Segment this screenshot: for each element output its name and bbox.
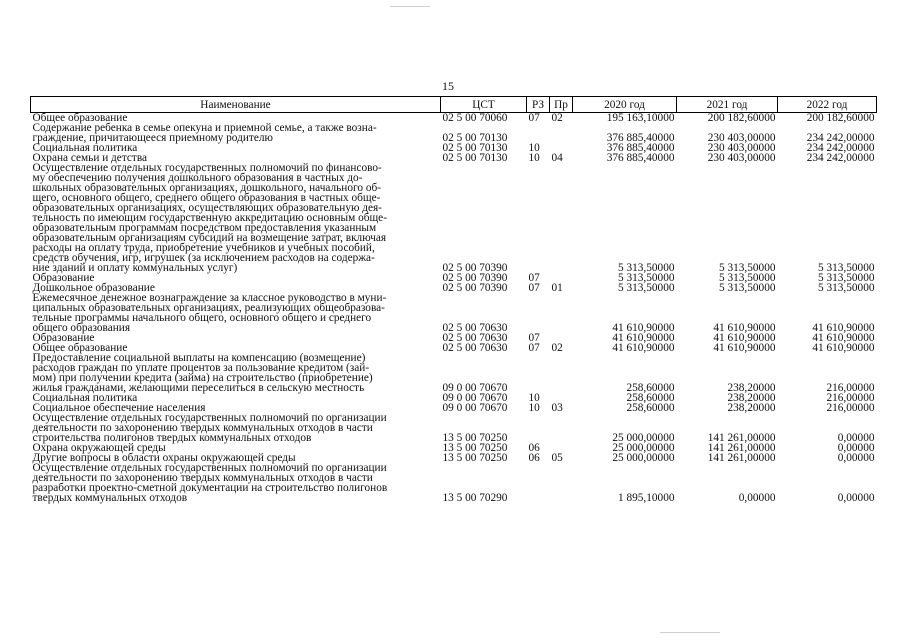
scan-artifact-top (390, 6, 430, 7)
row-pr (550, 463, 573, 503)
row-rz (527, 413, 550, 443)
row-2021: 238,20000 (727, 392, 776, 404)
row-2020: 41 610,90000 (612, 332, 675, 344)
row-name-line: мом) при получении кредита (займа) на строительство (приобретение) (32, 372, 373, 384)
row-cst: 02 5 00 70390 (442, 262, 508, 274)
row-name-line: ципальных образовательных организациях, реализующих общеобразова- (32, 302, 385, 314)
row-cst: 02 5 00 70130 (442, 152, 508, 164)
row-cst: 02 5 00 70390 (442, 272, 508, 284)
table-row (31, 413, 877, 443)
row-2021: 238,20000 (727, 382, 776, 394)
row-2020: 258,60000 (626, 402, 675, 414)
row-name-line: Предоставление социальной выплаты на компенсацию (возмещение) (32, 352, 366, 364)
row-2021: 238,20000 (727, 402, 776, 414)
row-name-line: деятельности по захоронению твердых коммунальных отходов в части (32, 472, 373, 484)
row-cst: 09 0 00 70670 (442, 392, 508, 404)
row-pr: 02 (551, 112, 563, 124)
table-row (31, 123, 877, 143)
row-2021: 230 403,00000 (707, 142, 776, 154)
row-2020: 376 885,40000 (606, 142, 675, 154)
header-rz: РЗ (527, 97, 550, 113)
row-rz: 10 (528, 152, 540, 164)
row-2022: 41 610,90000 (812, 342, 875, 354)
row-name-line: Социальная политика (32, 142, 138, 154)
row-name-line: образовательным программам посредством предоставления указанным (32, 222, 377, 234)
row-2021: 200 182,60000 (707, 112, 776, 124)
row-name-line: средств обучения, игр, игрушек (за исключением расходов на содержа- (32, 252, 375, 264)
row-rz: 07 (528, 332, 540, 344)
row-name (31, 413, 441, 443)
header-2020: 2020 год (573, 97, 677, 113)
row-2022: 41 610,90000 (812, 332, 875, 344)
row-name-line: образовательным организациям субсидий на возмещение затрат, включая (32, 232, 387, 244)
row-rz: 10 (528, 142, 540, 154)
row-pr: 02 (551, 342, 563, 354)
row-2020: 41 610,90000 (612, 322, 675, 334)
row-name-line: Охрана семьи и детства (32, 152, 148, 164)
row-name-line: Другие вопросы в области охраны окружающей среды (32, 452, 296, 464)
row-name-line: разработки проектно-сметной документации на строительство полигонов (32, 482, 388, 494)
row-rz (527, 123, 550, 143)
row-2020: 25 000,00000 (612, 442, 675, 454)
row-name-line: Социальная политика (32, 392, 138, 404)
row-pr: 04 (551, 152, 563, 164)
row-pr: 05 (551, 452, 563, 464)
row-2022: 0,00000 (837, 452, 875, 464)
row-2021: 5 313,50000 (719, 272, 776, 284)
row-name (31, 293, 441, 333)
header-cst: ЦСТ (441, 97, 527, 113)
row-2020: 25 000,00000 (612, 452, 675, 464)
row-name-line: деятельности по захоронению твердых коммунальных отходов в части (32, 422, 373, 434)
header-name: Наименование (31, 97, 441, 113)
row-rz: 07 (528, 282, 540, 294)
row-name-line: ние зданий и оплату коммунальных услуг) (32, 262, 238, 274)
row-pr: 01 (551, 282, 563, 294)
table-row (31, 353, 877, 393)
row-pr: 03 (551, 402, 563, 414)
row-name-line: Общее образование (32, 112, 128, 124)
row-2022: 5 313,50000 (818, 272, 875, 284)
header-2022: 2022 год (778, 97, 877, 113)
row-2020: 258,60000 (626, 392, 675, 404)
header-pr: Пр (550, 97, 573, 113)
row-rz: 07 (528, 272, 540, 284)
row-name-line: Ежемесячное денежное вознаграждение за классное руководство в муни- (32, 292, 387, 304)
row-name-line: расходы на оплату труда, приобретение учебников и учебных пособий, (32, 242, 375, 254)
row-2022: 5 313,50000 (818, 262, 875, 274)
row-2020: 376 885,40000 (606, 132, 675, 144)
row-pr (550, 123, 573, 143)
row-cst: 13 5 00 70250 (442, 452, 508, 464)
row-2020: 5 313,50000 (618, 282, 675, 294)
row-cst: 09 0 00 70670 (442, 382, 508, 394)
row-name-line: школьных образовательных организациях, дошкольного, начального об- (32, 182, 381, 194)
row-2022: 234 242,00000 (806, 142, 875, 154)
row-name-line: твердых коммунальных отходов (32, 492, 188, 504)
row-2021: 0,00000 (738, 492, 776, 504)
row-rz: 06 (528, 442, 540, 454)
row-cst: 13 5 00 70290 (442, 492, 508, 504)
row-name-line: Осуществление отдельных государственных полномочий по организации (32, 462, 387, 474)
row-2021: 5 313,50000 (719, 282, 776, 294)
row-2021: 141 261,00000 (707, 452, 776, 464)
header-2021: 2021 год (677, 97, 778, 113)
row-2022: 5 313,50000 (818, 282, 875, 294)
row-2022: 200 182,60000 (806, 112, 875, 124)
row-2021: 230 403,00000 (707, 132, 776, 144)
table-row (31, 463, 877, 503)
row-2021: 230 403,00000 (707, 152, 776, 164)
row-name-line: Содержание ребенка в семье опекуна и приемной семье, а также возна- (32, 122, 377, 134)
row-2020: 25 000,00000 (612, 432, 675, 444)
row-name-line: тельность по имеющим государственную аккредитацию основным обще- (32, 212, 387, 224)
row-rz (527, 163, 550, 273)
row-pr (550, 413, 573, 443)
row-2020: 258,60000 (626, 382, 675, 394)
row-2021: 141 261,00000 (707, 432, 776, 444)
row-pr (550, 163, 573, 273)
row-cst: 09 0 00 70670 (442, 402, 508, 414)
row-rz (527, 353, 550, 393)
row-2022: 41 610,90000 (812, 322, 875, 334)
row-2021: 141 261,00000 (707, 442, 776, 454)
row-rz: 06 (528, 452, 540, 464)
row-2020: 41 610,90000 (612, 342, 675, 354)
row-name-line: щего, основного общего, среднего общего образования в частных обще- (32, 192, 381, 204)
row-pr (550, 353, 573, 393)
row-2022: 0,00000 (837, 432, 875, 444)
row-cst: 02 5 00 70630 (442, 342, 508, 354)
row-2022: 216,00000 (826, 402, 875, 414)
row-2022: 216,00000 (826, 382, 875, 394)
row-cst: 02 5 00 70630 (442, 332, 508, 344)
row-rz: 10 (528, 392, 540, 404)
row-name (31, 163, 441, 273)
budget-table (30, 96, 877, 503)
row-cst: 02 5 00 70630 (442, 322, 508, 334)
row-2021: 41 610,90000 (713, 322, 776, 334)
table-body (31, 113, 877, 504)
row-name (31, 123, 441, 143)
row-name-line: образовательных организациях, осуществляющих образовательную дея- (32, 202, 382, 214)
row-rz (527, 463, 550, 503)
row-cst: 02 5 00 70130 (442, 142, 508, 154)
row-name-line: Дошкольное образование (32, 282, 155, 294)
row-name-line: му обеспечению получения дошкольного образования в частных до- (32, 172, 363, 184)
scan-artifact-bottom (660, 632, 720, 633)
row-name-line: Осуществление отдельных государственных полномочий по финансово- (32, 162, 382, 174)
row-name-line: Общее образование (32, 342, 128, 354)
row-name-line: Охрана окружающей среды (32, 442, 166, 454)
table-header-row (31, 97, 877, 113)
row-2022: 216,00000 (826, 392, 875, 404)
row-2020: 376 885,40000 (606, 152, 675, 164)
row-rz: 07 (528, 112, 540, 124)
row-name-line: расходов граждан по уплате процентов за пользование кредитом (зай- (32, 362, 370, 374)
row-2020: 5 313,50000 (618, 262, 675, 274)
row-2020: 195 163,10000 (606, 112, 675, 124)
row-cst: 02 5 00 70060 (442, 112, 508, 124)
row-2020: 1 895,10000 (618, 492, 675, 504)
row-cst: 13 5 00 70250 (442, 432, 508, 444)
row-2022: 0,00000 (837, 492, 875, 504)
table-row (31, 293, 877, 333)
table-row (31, 163, 877, 273)
row-name-line: граждение, причитающееся приемному родителю (32, 132, 273, 144)
row-name (31, 353, 441, 393)
row-rz: 07 (528, 342, 540, 354)
row-2021: 5 313,50000 (719, 262, 776, 274)
row-name (31, 463, 441, 503)
row-name-line: жилья гражданами, желающими переселиться в сельскую местность (32, 382, 365, 394)
row-cst: 02 5 00 70130 (442, 132, 508, 144)
page-number: 15 (442, 79, 454, 93)
row-rz (527, 293, 550, 333)
row-name-line: тельные программы начального общего, основного общего и среднего (32, 312, 372, 324)
row-name-line: Социальное обеспечение населения (32, 402, 206, 414)
row-2021: 41 610,90000 (713, 342, 776, 354)
row-name-line: Осуществление отдельных государственных полномочий по организации (32, 412, 387, 424)
row-2020: 5 313,50000 (618, 272, 675, 284)
row-name-line: строительства полигонов твердых коммунальных отходов (32, 432, 312, 444)
row-pr (550, 293, 573, 333)
row-name-line: Образование (32, 272, 95, 284)
row-name-line: общего образования (32, 322, 131, 334)
row-cst: 02 5 00 70390 (442, 282, 508, 294)
row-cst: 13 5 00 70250 (442, 442, 508, 454)
row-2022: 234 242,00000 (806, 132, 875, 144)
row-2022: 0,00000 (837, 442, 875, 454)
row-2021: 41 610,90000 (713, 332, 776, 344)
row-name-line: Образование (32, 332, 95, 344)
row-2022: 234 242,00000 (806, 152, 875, 164)
row-rz: 10 (528, 402, 540, 414)
